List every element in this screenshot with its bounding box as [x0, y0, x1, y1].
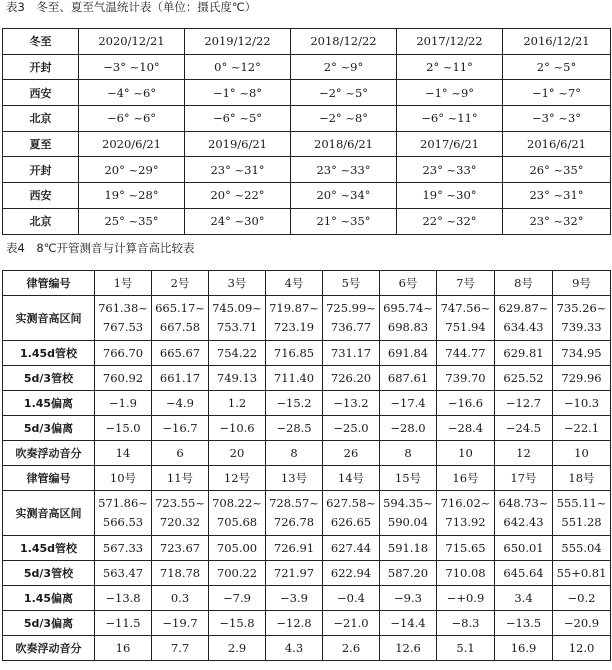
range-lower: 634.43 — [503, 320, 544, 334]
measured-range-cell — [380, 296, 437, 341]
temperature-table — [2, 28, 611, 235]
pipe-number-header-row — [3, 466, 611, 491]
value-cell: −15.2 — [266, 391, 323, 416]
row-label: 吹奏浮动音分 — [3, 441, 95, 466]
temperature-range-cell: −6° ~11° — [397, 106, 503, 132]
range-upper: 728.57~ — [269, 496, 319, 510]
value-cell: 721.97 — [266, 561, 323, 586]
value-cell: 5.1 — [437, 636, 495, 661]
city-label: 西安 — [3, 80, 79, 106]
city-row — [3, 157, 611, 183]
value-cell: 2.6 — [323, 636, 380, 661]
measured-range-row — [3, 296, 611, 341]
range-upper: 725.99~ — [326, 301, 376, 315]
value-cell: 749.13 — [209, 366, 266, 391]
season-header-row — [3, 131, 611, 157]
value-cell: −22.1 — [553, 416, 611, 441]
season-label: 夏至 — [3, 131, 79, 157]
temperature-range-cell: 23° ~31° — [185, 157, 291, 183]
measurement-row — [3, 391, 611, 416]
value-cell: 754.22 — [209, 341, 266, 366]
value-cell: −28.5 — [266, 416, 323, 441]
temperature-range-cell: 19° ~30° — [397, 183, 503, 209]
date-header: 2019/6/21 — [185, 131, 291, 157]
row-label: 5d/3管校 — [3, 561, 95, 586]
value-cell: 55+0.81 — [553, 561, 611, 586]
pipe-number-cell: 3号 — [209, 271, 266, 296]
pipe-number-cell: 12号 — [209, 466, 266, 491]
pipe-number-cell: 7号 — [437, 271, 495, 296]
value-cell: 10 — [437, 441, 495, 466]
measured-range-label: 实测音高区间 — [3, 491, 95, 536]
temperature-range-cell: 2° ~5° — [503, 54, 611, 80]
temperature-range-cell: −1° ~9° — [397, 80, 503, 106]
city-label: 开封 — [3, 54, 79, 80]
temperature-range-cell: 20° ~34° — [291, 183, 397, 209]
city-label: 北京 — [3, 208, 79, 234]
range-upper: 555.11~ — [556, 496, 607, 510]
value-cell: 6 — [152, 441, 209, 466]
value-cell: 705.00 — [209, 536, 266, 561]
value-cell: 723.67 — [152, 536, 209, 561]
value-cell: 665.67 — [152, 341, 209, 366]
range-upper: 747.56~ — [440, 301, 491, 315]
measurement-row — [3, 586, 611, 611]
row-label: 5d/3管校 — [3, 366, 95, 391]
city-row — [3, 80, 611, 106]
measurement-row — [3, 441, 611, 466]
temperature-range-cell: 23° ~33° — [397, 157, 503, 183]
temperature-range-cell: 2° ~11° — [397, 54, 503, 80]
temperature-range-cell: 23° ~32° — [503, 208, 611, 234]
pipe-number-cell: 17号 — [495, 466, 553, 491]
value-cell: 661.17 — [152, 366, 209, 391]
temperature-range-cell: 24° ~30° — [185, 208, 291, 234]
temperature-range-cell: −4° ~6° — [79, 80, 185, 106]
temperature-range-cell: −6° ~6° — [79, 106, 185, 132]
value-cell: 691.84 — [380, 341, 437, 366]
range-lower: 705.68 — [216, 515, 258, 529]
value-cell: −8.3 — [437, 611, 495, 636]
value-cell: 7.7 — [152, 636, 209, 661]
pipe-number-cell: 10号 — [95, 466, 152, 491]
value-cell: −12.7 — [495, 391, 553, 416]
pipe-number-cell: 18号 — [553, 466, 611, 491]
range-upper: 648.73~ — [498, 496, 549, 510]
city-label: 西安 — [3, 183, 79, 209]
value-cell: 700.22 — [209, 561, 266, 586]
measured-range-cell — [495, 491, 553, 536]
value-cell: 2.9 — [209, 636, 266, 661]
range-upper: 761.38~ — [98, 301, 148, 315]
value-cell: −28.0 — [380, 416, 437, 441]
value-cell: 622.94 — [323, 561, 380, 586]
value-cell: −16.7 — [152, 416, 209, 441]
value-cell: −10.6 — [209, 416, 266, 441]
pipe-number-cell: 9号 — [553, 271, 611, 296]
date-header: 2019/12/22 — [185, 29, 291, 55]
pipe-number-label: 律管编号 — [3, 466, 95, 491]
row-label: 1.45d管校 — [3, 341, 95, 366]
value-cell: −13.2 — [323, 391, 380, 416]
value-cell: 726.91 — [266, 536, 323, 561]
value-cell: −25.0 — [323, 416, 380, 441]
range-lower: 739.33 — [561, 320, 602, 334]
city-row — [3, 54, 611, 80]
temperature-range-cell: −3° ~10° — [79, 54, 185, 80]
range-lower: 698.83 — [387, 320, 429, 334]
pipe-number-cell: 6号 — [380, 271, 437, 296]
measured-range-cell — [152, 491, 209, 536]
range-lower: 590.04 — [387, 515, 429, 529]
measured-range-cell — [553, 491, 611, 536]
value-cell: 12.6 — [380, 636, 437, 661]
value-cell: 627.44 — [323, 536, 380, 561]
measured-range-cell — [95, 491, 152, 536]
date-header: 2016/12/21 — [503, 29, 611, 55]
value-cell: −3.9 — [266, 586, 323, 611]
value-cell: −13.8 — [95, 586, 152, 611]
range-upper: 594.35~ — [383, 496, 433, 510]
city-label: 开封 — [3, 157, 79, 183]
row-label: 5d/3偏离 — [3, 416, 95, 441]
range-upper: 571.86~ — [98, 496, 148, 510]
value-cell: 625.52 — [495, 366, 553, 391]
value-cell: −15.8 — [209, 611, 266, 636]
value-cell: 591.18 — [380, 536, 437, 561]
value-cell: 645.64 — [495, 561, 553, 586]
range-lower: 626.65 — [330, 515, 372, 529]
table4-caption: 表4 8℃开管测音与计算音高比较表 — [6, 241, 195, 255]
value-cell: 14 — [95, 441, 152, 466]
measured-range-cell — [437, 491, 495, 536]
value-cell: 8 — [380, 441, 437, 466]
measurement-row — [3, 561, 611, 586]
value-cell: −9.3 — [380, 586, 437, 611]
value-cell: 567.33 — [95, 536, 152, 561]
temperature-range-cell: −6° ~5° — [185, 106, 291, 132]
temperature-range-cell: −2° ~8° — [291, 106, 397, 132]
row-label: 1.45偏离 — [3, 586, 95, 611]
temperature-range-cell: 0° ~12° — [185, 54, 291, 80]
range-lower: 713.92 — [445, 515, 486, 529]
measured-range-cell — [323, 491, 380, 536]
value-cell: 1.2 — [209, 391, 266, 416]
measured-range-cell — [380, 491, 437, 536]
value-cell: −20.9 — [553, 611, 611, 636]
temperature-range-cell: 23° ~31° — [503, 183, 611, 209]
temperature-range-cell: 25° ~35° — [79, 208, 185, 234]
measurement-row — [3, 636, 611, 661]
measured-range-cell — [323, 296, 380, 341]
value-cell: −4.9 — [152, 391, 209, 416]
measurement-row — [3, 611, 611, 636]
value-cell: 734.95 — [553, 341, 611, 366]
range-lower: 726.78 — [273, 515, 315, 529]
value-cell: 726.20 — [323, 366, 380, 391]
row-label: 5d/3偏离 — [3, 611, 95, 636]
temperature-range-cell: 21° ~35° — [291, 208, 397, 234]
row-label: 1.45偏离 — [3, 391, 95, 416]
value-cell: 10 — [553, 441, 611, 466]
value-cell: 16.9 — [495, 636, 553, 661]
range-upper: 629.87~ — [498, 301, 549, 315]
measured-range-cell — [209, 296, 266, 341]
date-header: 2016/6/21 — [503, 131, 611, 157]
value-cell: 12.0 — [553, 636, 611, 661]
city-row — [3, 106, 611, 132]
temperature-range-cell: 20° ~22° — [185, 183, 291, 209]
city-row — [3, 208, 611, 234]
pipe-number-cell: 15号 — [380, 466, 437, 491]
value-cell: 731.17 — [323, 341, 380, 366]
measured-range-cell — [495, 296, 553, 341]
value-cell: 715.65 — [437, 536, 495, 561]
value-cell: 629.81 — [495, 341, 553, 366]
value-cell: −13.5 — [495, 611, 553, 636]
range-upper: 716.02~ — [440, 496, 491, 510]
range-upper: 708.22~ — [212, 496, 262, 510]
city-label: 北京 — [3, 106, 79, 132]
date-header: 2020/12/21 — [79, 29, 185, 55]
range-upper: 719.87~ — [269, 301, 319, 315]
season-label: 冬至 — [3, 29, 79, 55]
pipe-number-cell: 8号 — [495, 271, 553, 296]
measurement-row — [3, 341, 611, 366]
measured-range-cell — [95, 296, 152, 341]
range-lower: 551.28 — [561, 515, 602, 529]
range-lower: 566.53 — [102, 515, 144, 529]
pitch-comparison-table — [2, 270, 611, 661]
pipe-number-cell: 14号 — [323, 466, 380, 491]
range-lower: 723.19 — [273, 320, 315, 334]
range-upper: 627.58~ — [326, 496, 376, 510]
range-upper: 723.55~ — [155, 496, 205, 510]
value-cell: 760.92 — [95, 366, 152, 391]
range-upper: 695.74~ — [383, 301, 433, 315]
value-cell: 729.96 — [553, 366, 611, 391]
temperature-range-cell: 20° ~29° — [79, 157, 185, 183]
measurement-row — [3, 416, 611, 441]
value-cell: 555.04 — [553, 536, 611, 561]
row-label: 1.45d管校 — [3, 536, 95, 561]
date-header: 2018/6/21 — [291, 131, 397, 157]
date-header: 2017/6/21 — [397, 131, 503, 157]
range-upper: 735.26~ — [556, 301, 607, 315]
measured-range-cell — [553, 296, 611, 341]
value-cell: −+0.9 — [437, 586, 495, 611]
range-lower: 751.94 — [445, 320, 486, 334]
value-cell: −0.4 — [323, 586, 380, 611]
value-cell: 687.61 — [380, 366, 437, 391]
value-cell: −12.8 — [266, 611, 323, 636]
value-cell: −16.6 — [437, 391, 495, 416]
date-header: 2017/12/22 — [397, 29, 503, 55]
value-cell: 718.78 — [152, 561, 209, 586]
measured-range-cell — [209, 491, 266, 536]
value-cell: −7.9 — [209, 586, 266, 611]
value-cell: 16 — [95, 636, 152, 661]
range-upper: 745.09~ — [212, 301, 262, 315]
value-cell: −17.4 — [380, 391, 437, 416]
pipe-number-cell: 1号 — [95, 271, 152, 296]
value-cell: 650.01 — [495, 536, 553, 561]
city-row — [3, 183, 611, 209]
value-cell: −21.0 — [323, 611, 380, 636]
measured-range-cell — [266, 296, 323, 341]
pipe-number-cell: 4号 — [266, 271, 323, 296]
range-lower: 753.71 — [216, 320, 258, 334]
measured-range-cell — [437, 296, 495, 341]
pipe-number-label: 律管编号 — [3, 271, 95, 296]
value-cell: 739.70 — [437, 366, 495, 391]
value-cell: 716.85 — [266, 341, 323, 366]
pipe-number-cell: 5号 — [323, 271, 380, 296]
date-header: 2020/6/21 — [79, 131, 185, 157]
pipe-number-cell: 13号 — [266, 466, 323, 491]
temperature-range-cell: 23° ~33° — [291, 157, 397, 183]
value-cell: 563.47 — [95, 561, 152, 586]
measurement-row — [3, 536, 611, 561]
measured-range-cell — [266, 491, 323, 536]
range-lower: 642.43 — [503, 515, 544, 529]
value-cell: 744.77 — [437, 341, 495, 366]
temperature-range-cell: 2° ~9° — [291, 54, 397, 80]
value-cell: −24.5 — [495, 416, 553, 441]
temperature-range-cell: −1° ~8° — [185, 80, 291, 106]
measured-range-cell — [152, 296, 209, 341]
value-cell: −11.5 — [95, 611, 152, 636]
value-cell: 587.20 — [380, 561, 437, 586]
value-cell: 4.3 — [266, 636, 323, 661]
value-cell: 20 — [209, 441, 266, 466]
table3-caption: 表3 冬至、夏至气温统计表（单位：摄氏度℃） — [6, 0, 257, 14]
value-cell: −0.2 — [553, 586, 611, 611]
temperature-range-cell: −3° ~3° — [503, 106, 611, 132]
temperature-range-cell: 19° ~28° — [79, 183, 185, 209]
value-cell: −10.3 — [553, 391, 611, 416]
temperature-range-cell: −2° ~5° — [291, 80, 397, 106]
temperature-range-cell: −1° ~7° — [503, 80, 611, 106]
value-cell: −28.4 — [437, 416, 495, 441]
range-lower: 667.58 — [159, 320, 201, 334]
value-cell: 3.4 — [495, 586, 553, 611]
value-cell: 766.70 — [95, 341, 152, 366]
value-cell: −15.0 — [95, 416, 152, 441]
measurement-row — [3, 366, 611, 391]
measured-range-row — [3, 491, 611, 536]
date-header: 2018/12/22 — [291, 29, 397, 55]
value-cell: 26 — [323, 441, 380, 466]
value-cell: 710.08 — [437, 561, 495, 586]
value-cell: 8 — [266, 441, 323, 466]
value-cell: −19.7 — [152, 611, 209, 636]
range-lower: 720.32 — [159, 515, 201, 529]
row-label: 吹奏浮动音分 — [3, 636, 95, 661]
value-cell: −14.4 — [380, 611, 437, 636]
pipe-number-cell: 2号 — [152, 271, 209, 296]
range-lower: 767.53 — [102, 320, 144, 334]
value-cell: 0.3 — [152, 586, 209, 611]
pipe-number-header-row — [3, 271, 611, 296]
value-cell: 12 — [495, 441, 553, 466]
value-cell: −1.9 — [95, 391, 152, 416]
value-cell: 711.40 — [266, 366, 323, 391]
pipe-number-cell: 16号 — [437, 466, 495, 491]
temperature-range-cell: 22° ~32° — [397, 208, 503, 234]
season-header-row — [3, 29, 611, 55]
range-lower: 736.77 — [330, 320, 372, 334]
measured-range-label: 实测音高区间 — [3, 296, 95, 341]
range-upper: 665.17~ — [155, 301, 205, 315]
pipe-number-cell: 11号 — [152, 466, 209, 491]
temperature-range-cell: 26° ~35° — [503, 157, 611, 183]
